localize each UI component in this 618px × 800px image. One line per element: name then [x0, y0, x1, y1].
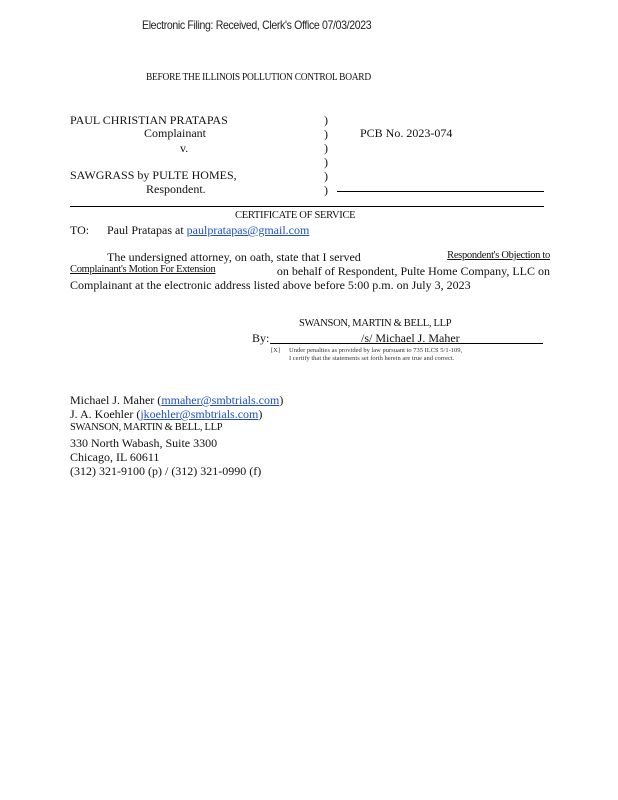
counsel-address-line-1: 330 North Wabash, Suite 3300 — [70, 436, 218, 450]
filing-stamp: Electronic Filing: Received, Clerk's Office 07/03/2023 — [142, 18, 372, 32]
versus-label: v. — [180, 141, 189, 155]
to-email-link[interactable]: paulpratapas@gmail.com — [186, 223, 310, 237]
counsel-address-line-2: Chicago, IL 60611 — [70, 450, 160, 464]
served-document-title-part2: Complainant's Motion For Extension — [70, 264, 216, 275]
attorney-2-name: J. A. Koehler ( — [70, 407, 141, 421]
counsel-firm: SWANSON, MARTIN & BELL, LLP — [70, 422, 223, 433]
to-recipient — [107, 223, 309, 238]
attorney-1-close: ) — [279, 393, 284, 407]
attorney-1-email-link[interactable]: mmaher@smbtrials.com — [161, 393, 280, 407]
caption-paren: ) — [324, 113, 328, 127]
paragraph-line-3: Complainant at the electronic address listed above before 5:00 p.m. on July 3, 2023 — [70, 278, 471, 292]
penalty-statement-line-1: Under penalties as provided by law pursuant to 735 ILCS 5/1-109, — [289, 347, 463, 354]
complainant-role: Complainant — [144, 126, 206, 140]
served-document-title-part1: Respondent's Objection to — [447, 250, 550, 261]
complainant-name: PAUL CHRISTIAN PRATAPAS — [70, 113, 228, 127]
caption-paren: ) — [324, 127, 328, 141]
caption-divider — [70, 206, 544, 207]
paragraph-behalf: on behalf of Respondent, Pulte Home Company, LLC on — [276, 264, 550, 278]
certificate-title: CERTIFICATE OF SERVICE — [235, 210, 356, 221]
counsel-phone: (312) 321-9100 (p) / (312) 321-0990 (f) — [70, 464, 262, 478]
caption-paren: ) — [324, 169, 328, 183]
penalty-statement-line-2: I certify that the statements set forth herein are true and correct. — [289, 355, 455, 362]
caption-paren: ) — [324, 155, 328, 169]
attorney-1-name: Michael J. Maher ( — [70, 393, 162, 407]
paragraph-line-2 — [70, 264, 550, 279]
caption-underline — [337, 191, 544, 192]
attorney-2-email-link[interactable]: jkoehler@smbtrials.com — [140, 407, 259, 421]
signer-name: /s/ Michael J. Maher — [361, 331, 460, 345]
by-label: By: — [252, 331, 270, 345]
to-name: Paul Pratapas at — [107, 223, 184, 237]
respondent-role: Respondent. — [146, 182, 206, 196]
caption-paren: ) — [324, 141, 328, 155]
attorney-2-close: ) — [258, 407, 263, 421]
signature-firm: SWANSON, MARTIN & BELL, LLP — [299, 318, 452, 329]
certification-marker: [X] — [271, 347, 281, 354]
paragraph-lead: The undersigned attorney, on oath, state that I served — [107, 250, 361, 264]
to-label: TO: — [70, 223, 90, 237]
caption-paren: ) — [324, 183, 328, 197]
board-title: BEFORE THE ILLINOIS POLLUTION CONTROL BOARD — [146, 72, 371, 83]
case-number: PCB No. 2023-074 — [360, 126, 453, 140]
attorney-1 — [70, 393, 283, 408]
respondent-name: SAWGRASS by PULTE HOMES, — [70, 168, 237, 182]
paragraph-line-1 — [107, 250, 550, 265]
attorney-2 — [70, 407, 262, 422]
